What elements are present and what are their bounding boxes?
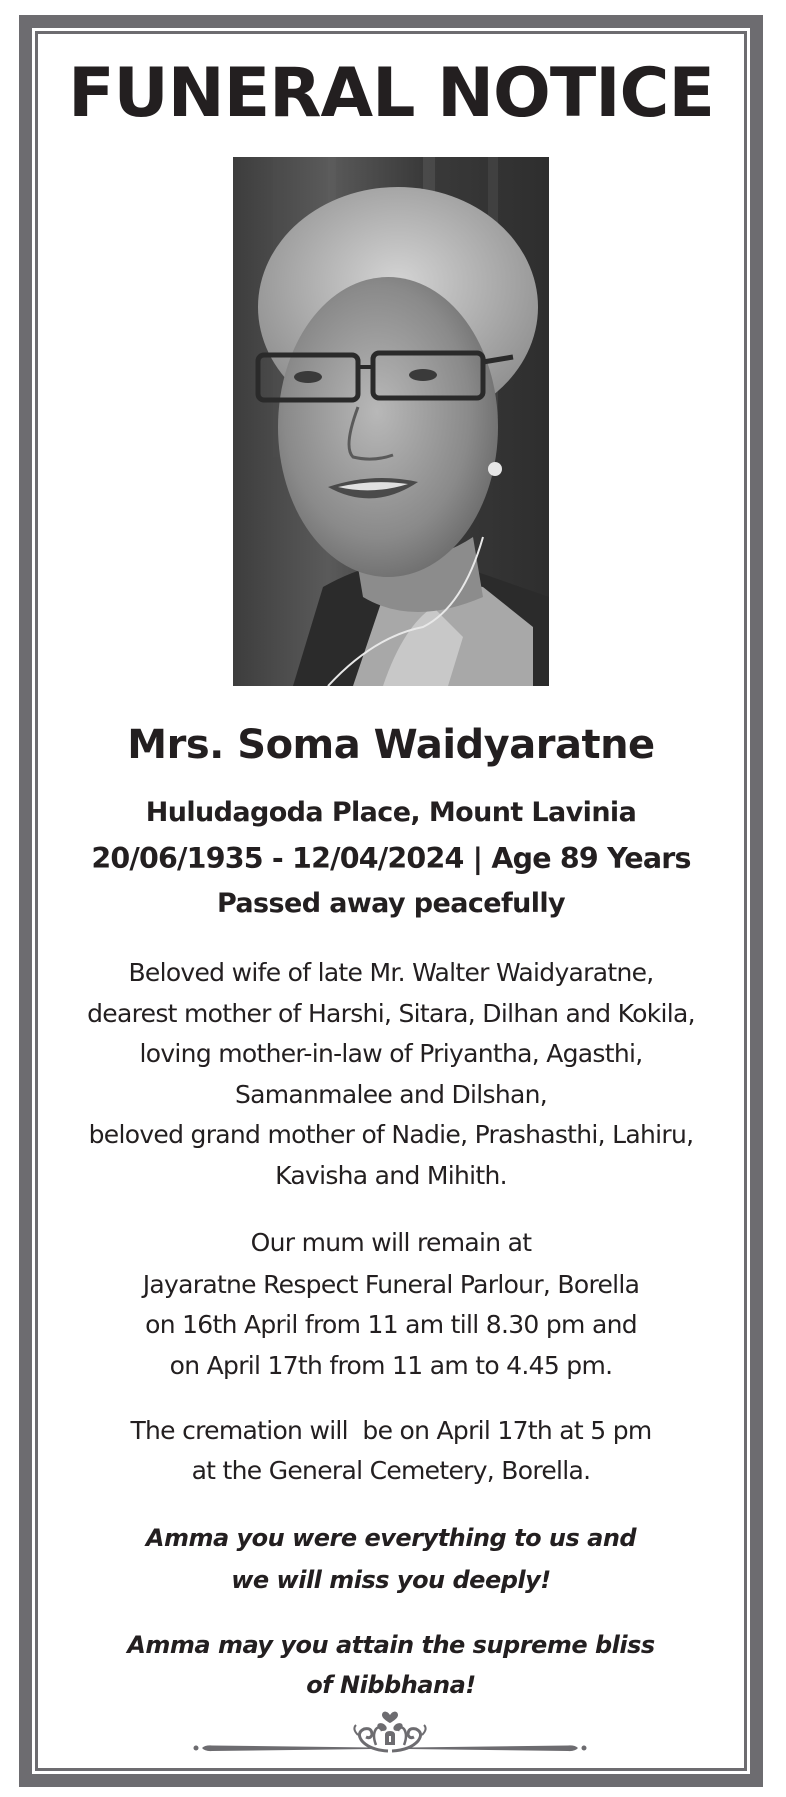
viewing-line: Jayaratne Respect Funeral Parlour, Borella: [142, 1270, 640, 1299]
deceased-name: Mrs. Soma Waidyaratne: [127, 722, 655, 768]
family-line: Kavisha and Mihith.: [275, 1161, 507, 1190]
life-dates-age: 20/06/1935 - 12/04/2024 | Age 89 Years: [91, 842, 691, 875]
cremation-line: The cremation will be on April 17th at 5 pm: [130, 1416, 652, 1445]
blessing-line: Amma may you attain the supreme bliss: [127, 1631, 655, 1659]
blessing-line: of Nibbhana!: [306, 1671, 476, 1699]
tribute-line: we will miss you deeply!: [231, 1566, 551, 1594]
viewing-line: on April 17th from 11 am to 4.45 pm.: [169, 1351, 613, 1380]
family-line: Beloved wife of late Mr. Walter Waidyaratne,: [128, 958, 654, 987]
deceased-address: Huludagoda Place, Mount Lavinia: [145, 797, 637, 828]
tribute-line: Amma you were everything to us and: [145, 1524, 637, 1552]
family-line: beloved grand mother of Nadie, Prashasthi, Lahiru,: [88, 1120, 694, 1149]
viewing-line: Our mum will remain at: [250, 1228, 532, 1257]
flourish-divider-icon: [190, 1705, 590, 1760]
notice-title: FUNERAL NOTICE: [68, 54, 714, 133]
family-line: loving mother-in-law of Priyantha, Agasthi,: [139, 1039, 643, 1068]
cremation-line: at the General Cemetery, Borella.: [191, 1456, 591, 1485]
family-line: dearest mother of Harshi, Sitara, Dilhan and Kokila,: [87, 999, 695, 1028]
family-line: Samanmalee and Dilshan,: [234, 1080, 548, 1109]
portrait-image: [233, 157, 549, 686]
portrait-photo: [233, 157, 549, 686]
viewing-line: on 16th April from 11 am till 8.30 pm and: [145, 1310, 637, 1339]
passed-away-text: Passed away peacefully: [216, 888, 566, 919]
